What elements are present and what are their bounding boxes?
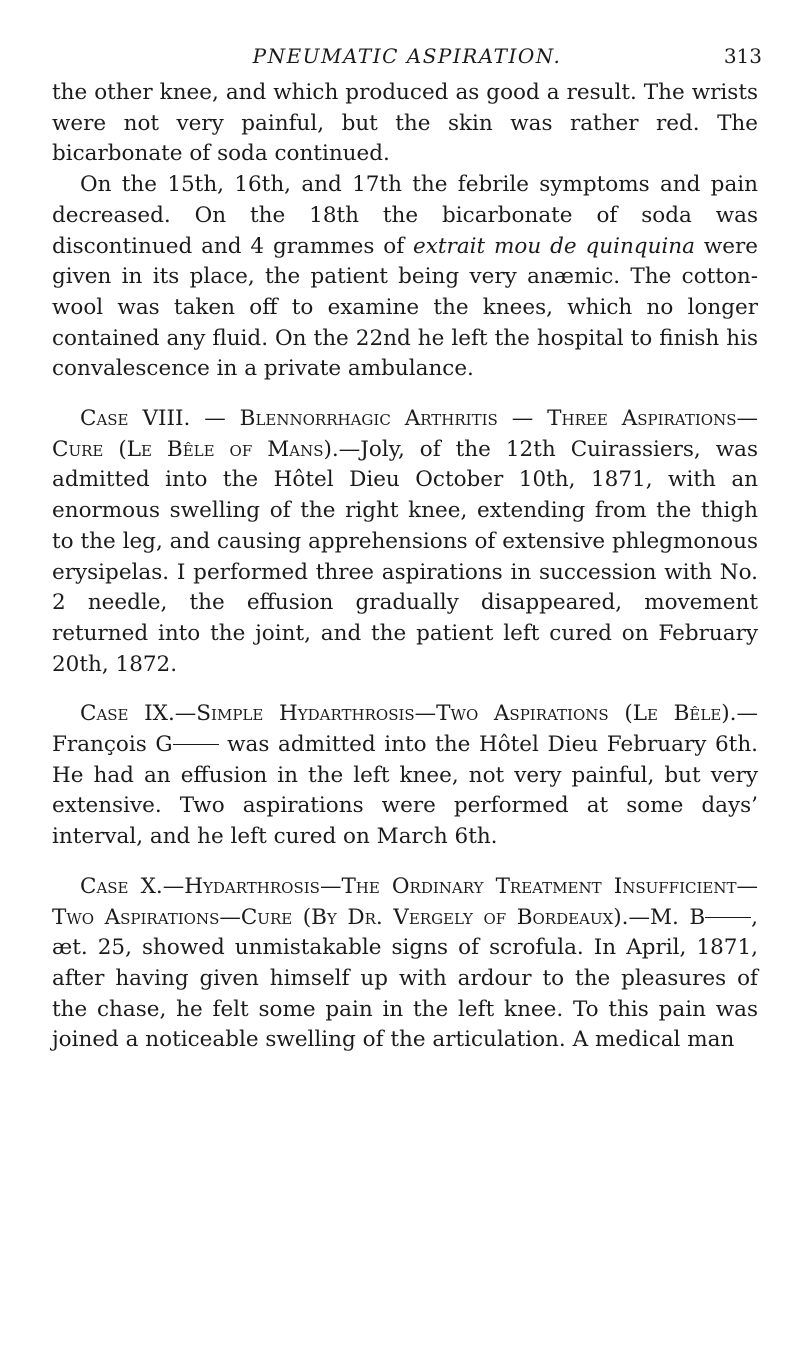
case-heading: Case VIII. — Blennorrhagic Arthritis — Three Aspirations—Cure (Le Bêle of Mans). — [52, 406, 758, 462]
case-ix — [52, 699, 758, 853]
paragraph-febrile — [52, 170, 758, 385]
paragraph-text: On the 15th, 16th, and 17th the febrile symptoms and pain decreased. On the 18th the bicarbonate of soda was discontinued and 4 grammes of — [52, 172, 758, 259]
body-text — [52, 78, 758, 1056]
case-text: —Joly, of the 12th Cuirassiers, was admitted into the Hôtel Dieu October 10th, 1871, with an enormous swelling of the right knee, extending from the thigh to the leg, and causing apprehensions of extensive phlegmonous erysipelas. I performed three aspirations in succession with No. 2 needle, the effusion gradually disappeared, movement returned into the joint, and the patient left cured on February 20th, 1872. — [52, 436, 759, 677]
case-heading: Case IX.—Simple Hydarthrosis—Two Aspirations (Le Bêle). — [80, 701, 737, 727]
page-number: 313 — [723, 44, 762, 68]
running-head — [52, 44, 762, 70]
running-title: PNEUMATIC ASPIRATION. — [252, 44, 562, 68]
paragraph-text: were given in its place, the patient being very anæmic. The cotton-wool was taken off to examine the knees, which no longer contained any fluid. On the 22nd he left the hospital to finish his convalescence in a private ambulance. — [52, 233, 758, 382]
case-heading: Case X.—Hydarthrosis—The Ordinary Treatment Insufficient—Two Aspirations—Cure (By Dr. Vergely of Bordeaux). — [52, 873, 758, 930]
case-x — [52, 872, 758, 1056]
case-text: —François G — [52, 701, 758, 758]
case-viii — [52, 404, 758, 680]
paragraph-continuation: the other knee, and which produced as good a result. The wrists were not very painful, but the skin was rather red. The bicarbonate of soda continued. — [52, 80, 758, 167]
case-text: was admitted into the Hôtel Dieu February 6th. He had an effusion in the left knee, not very painful, but very extensive. Two aspirations were performed at some days’ interval, and he left cured on March 6th. — [52, 732, 758, 850]
italic-term: extrait mou de quinquina — [413, 233, 695, 259]
name-dash — [705, 917, 751, 918]
name-dash — [173, 744, 219, 745]
case-text: , æt. 25, showed unmistakable signs of scrofula. In April, 1871, after having given himself up with ardour to the pleasures of the chase, he felt some pain in the left knee. To this pain was joined a noticeable swelling of the articulation. A medical man — [52, 904, 758, 1053]
case-text: —M. B — [628, 904, 706, 930]
